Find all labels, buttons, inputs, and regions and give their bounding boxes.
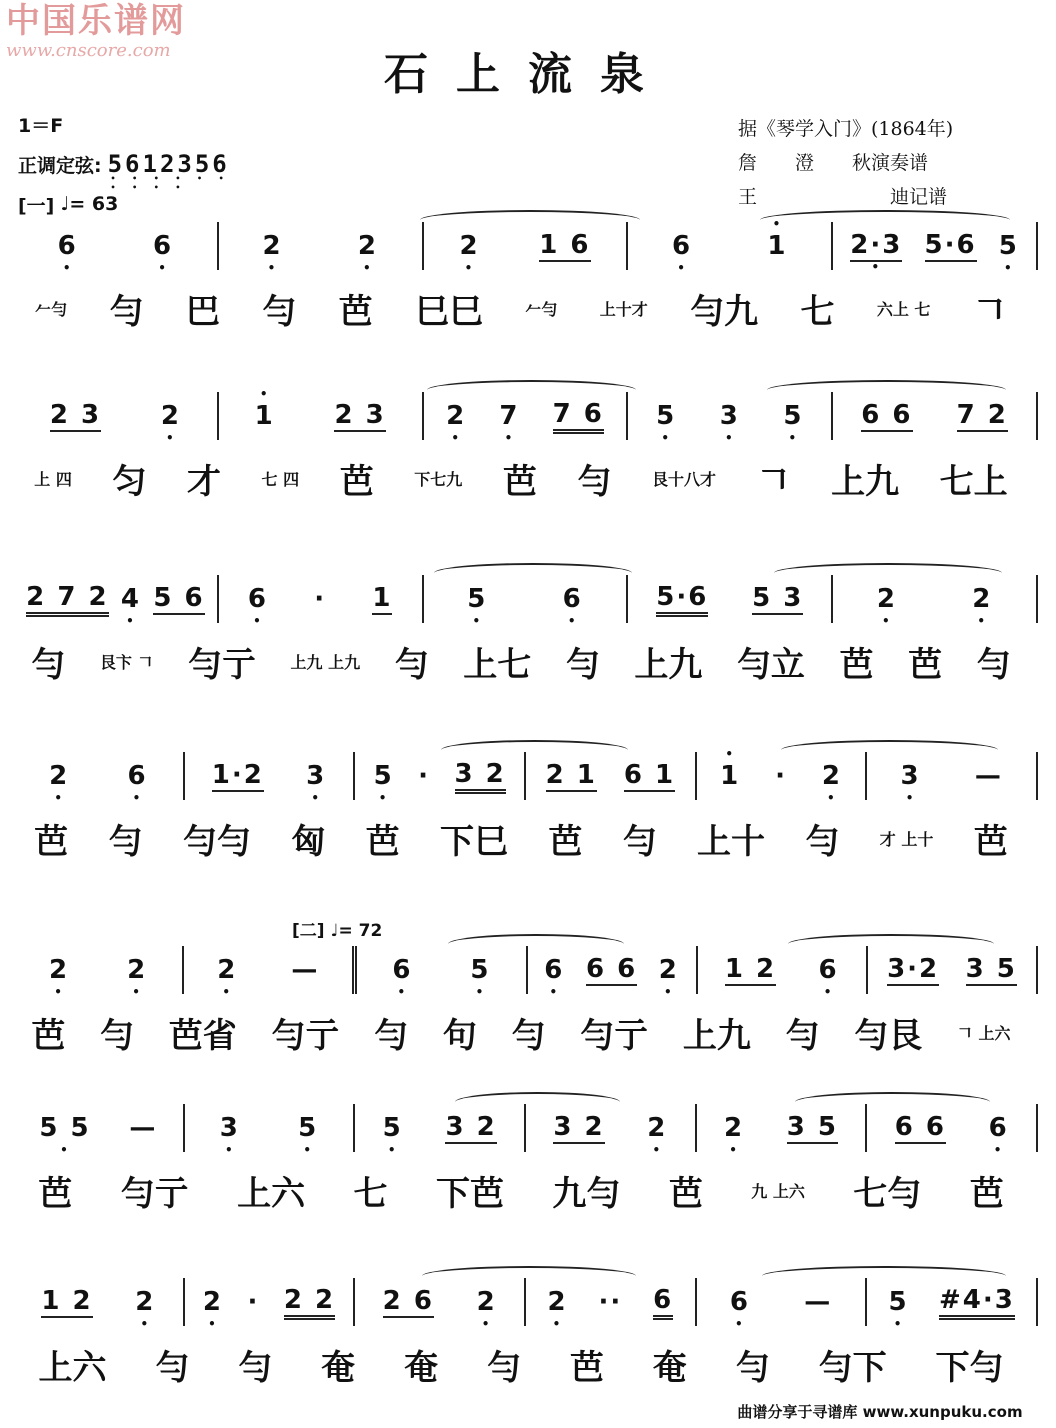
tablature-glyph: 勻 xyxy=(100,1015,135,1056)
jianzipu-row xyxy=(14,1326,1038,1402)
tablature-glyph: 芭 xyxy=(839,644,874,685)
tablature-glyph: 下七九 xyxy=(414,469,463,489)
note: 2 7 2 xyxy=(26,582,108,617)
tablature-glyph: 𠃍 xyxy=(756,461,791,502)
note: 3·2 xyxy=(887,954,940,984)
key-signature xyxy=(18,104,230,144)
tablature-glyph: 勻 xyxy=(735,1347,770,1388)
note: 3 5 xyxy=(786,1112,839,1142)
note: 2 • xyxy=(659,955,679,985)
note: 2 • xyxy=(135,1287,155,1317)
footer-credit: 曲谱分享于寻谱库 www.xunpuku.com xyxy=(704,1394,1056,1428)
tablature-glyph: 勻 xyxy=(486,1347,521,1388)
note: — xyxy=(129,1113,158,1143)
note: — xyxy=(804,1287,833,1317)
note: 2 • xyxy=(547,1287,567,1317)
note: #4·3 xyxy=(939,1285,1015,1320)
note: 6 6 xyxy=(861,400,913,430)
tablature-glyph: 上九 xyxy=(831,461,900,502)
tablature-glyph: 𠂉勻 xyxy=(35,299,68,319)
tablature-glyph: 𠃍 xyxy=(972,291,1007,332)
score-line xyxy=(14,392,1038,516)
slur-arc xyxy=(441,740,628,760)
score-line xyxy=(14,1278,1038,1402)
note: 1 2 xyxy=(41,1286,93,1316)
measure xyxy=(185,1278,356,1326)
tablature-glyph: 巳巳 xyxy=(414,291,483,332)
note: 7 2 xyxy=(956,400,1008,430)
note: 5 • xyxy=(374,761,394,791)
tablature-glyph: 芭 xyxy=(34,821,69,862)
note: 5 3 xyxy=(752,583,804,613)
tablature-glyph: 勻亍 xyxy=(580,1015,649,1056)
tablature-glyph: 芭 xyxy=(38,1173,73,1214)
tablature-glyph: 勻 xyxy=(976,644,1011,685)
note: 5 • xyxy=(889,1287,909,1317)
tablature-glyph: 勻 xyxy=(805,821,840,862)
tablature-glyph: 下巳 xyxy=(439,821,508,862)
note: 6 • xyxy=(58,231,78,261)
tablature-glyph: 奄 xyxy=(321,1347,356,1388)
tablature-glyph: 芭 xyxy=(569,1347,604,1388)
slur-arc xyxy=(434,563,632,583)
tablature-glyph: 勻 xyxy=(577,461,612,502)
note: 6 • xyxy=(153,231,173,261)
tablature-glyph: 勻 xyxy=(262,291,297,332)
note: 3 • xyxy=(720,401,740,431)
note: 2 • xyxy=(647,1113,667,1143)
note: 6 • xyxy=(544,955,564,985)
tablature-glyph: 上七 xyxy=(463,644,532,685)
measure xyxy=(184,946,357,994)
note: 2 • xyxy=(477,1287,497,1317)
note: 3 2 xyxy=(553,1112,605,1142)
note: 5·6 xyxy=(656,582,708,617)
note: 1 2 xyxy=(724,954,777,984)
tablature-glyph: 勻 xyxy=(109,291,144,332)
tablature-glyph: 上九 xyxy=(682,1015,751,1056)
slur-arc xyxy=(767,380,1006,400)
tablature-glyph: 勻 xyxy=(108,821,143,862)
note: 2 3 xyxy=(334,400,386,430)
note: 6 • xyxy=(392,955,412,985)
note: 3 • xyxy=(306,761,326,791)
tablature-glyph: 匈 xyxy=(291,821,326,862)
measure xyxy=(14,1104,185,1152)
note: 6 1 xyxy=(623,760,676,790)
tablature-glyph: 勻 xyxy=(238,1347,273,1388)
score-line xyxy=(14,575,1038,699)
slur-arc xyxy=(774,563,1002,583)
note: 2 • xyxy=(262,231,282,261)
watermark-site-url: www.cnscore.com xyxy=(6,40,171,61)
note: 5·6 xyxy=(924,230,977,260)
watermark-site-name: 中国乐谱网 xyxy=(6,1,186,41)
note: • 1 xyxy=(767,231,787,261)
tablature-glyph: 七 四 xyxy=(261,469,300,489)
jianzipu-row xyxy=(14,800,1038,876)
note: 5 • xyxy=(999,231,1019,261)
note: 3 • xyxy=(901,761,921,791)
tablature-glyph: 勻立 xyxy=(736,644,805,685)
tablature-glyph: 勻 xyxy=(31,644,66,685)
tablature-glyph: 勻九 xyxy=(690,291,759,332)
tablature-glyph: 芭 xyxy=(973,821,1008,862)
tablature-glyph: 芭 xyxy=(31,1015,66,1056)
tablature-glyph: 才 xyxy=(186,461,221,502)
score-line xyxy=(14,222,1038,346)
note: 5 • xyxy=(783,401,803,431)
tablature-glyph: 𠃍 上六 xyxy=(956,1023,1011,1043)
jianzipu-row xyxy=(14,623,1038,699)
tablature-glyph: 奄 xyxy=(652,1347,687,1388)
measure xyxy=(219,392,424,440)
note: 2 • xyxy=(49,761,69,791)
note: · xyxy=(314,584,327,614)
measure xyxy=(14,1278,185,1326)
note: 6 • xyxy=(819,955,839,985)
jianzipu-row xyxy=(14,440,1038,516)
note: ·· xyxy=(598,1287,623,1317)
note: 3 2 xyxy=(455,759,506,794)
note: 2 • xyxy=(161,401,181,431)
note: 2 • xyxy=(49,955,69,985)
tablature-glyph: 匀 xyxy=(112,461,147,502)
note: 2 • xyxy=(877,584,897,614)
note: 2 • xyxy=(972,584,992,614)
note: 5 5 • xyxy=(39,1113,90,1143)
note: 6 • xyxy=(248,584,268,614)
measure xyxy=(185,752,356,800)
tablature-glyph: 六上 七 xyxy=(876,299,931,319)
note: 3 • xyxy=(220,1113,240,1143)
tablature-glyph: 七 xyxy=(353,1173,388,1214)
tablature-glyph: 上六 xyxy=(38,1347,107,1388)
tablature-glyph: 九 上六 xyxy=(751,1181,805,1201)
note: 1 xyxy=(372,583,393,613)
tuning-notes: 5612356 • • • xyxy=(108,150,230,178)
note: 2 • xyxy=(446,401,466,431)
tablature-glyph: 勻 xyxy=(785,1015,820,1056)
tablature-glyph: 勻亍 xyxy=(120,1173,189,1214)
note: 2 • xyxy=(459,231,479,261)
note: 3 2 xyxy=(445,1112,497,1142)
note: 6 • xyxy=(989,1113,1009,1143)
note: 2 6 xyxy=(382,1286,434,1316)
performer-credit: 詹 澄 秋演奏谱 xyxy=(738,152,929,174)
jianzipu-row xyxy=(14,1152,1038,1228)
tablature-glyph: 下芭 xyxy=(435,1173,504,1214)
score-line xyxy=(14,946,1038,1070)
note: · xyxy=(775,761,787,791)
note: 2 • xyxy=(724,1113,744,1143)
tablature-glyph: 上九 上九 xyxy=(290,652,361,672)
jianzipu-row xyxy=(14,270,1038,346)
measure xyxy=(14,575,219,623)
note: 2 • xyxy=(358,231,378,261)
tablature-glyph: 七上 xyxy=(939,461,1008,502)
measure xyxy=(185,1104,356,1152)
note: • 1 xyxy=(255,401,275,431)
note: • 1 xyxy=(720,761,740,791)
slur-arc xyxy=(781,740,998,760)
note: 7 • xyxy=(499,401,519,431)
note: 2 3 xyxy=(49,400,102,430)
slur-arc xyxy=(760,210,1010,230)
note: 6 • xyxy=(127,761,147,791)
note: 6 • xyxy=(730,1287,750,1317)
note: 2 • xyxy=(203,1287,223,1317)
slur-arc xyxy=(795,1092,990,1112)
slur-arc xyxy=(762,1266,1006,1286)
section-two-tempo: ♩= 72 xyxy=(330,921,383,941)
tablature-glyph: 芭 xyxy=(502,461,537,502)
note: 7 6 xyxy=(553,399,604,434)
tablature-glyph: 艮十八才 xyxy=(651,469,716,489)
section-one-tempo: ♩= 63 xyxy=(60,193,119,215)
tablature-glyph: 上六 xyxy=(237,1173,306,1214)
tablature-glyph: 巴 xyxy=(185,291,220,332)
measure xyxy=(219,222,424,270)
tablature-glyph: 勻 xyxy=(394,644,429,685)
tablature-glyph: 勻 xyxy=(511,1015,546,1056)
source-reference: 据《琴学入门》(1864年) xyxy=(738,118,954,140)
tablature-glyph: 勻 xyxy=(374,1015,409,1056)
slur-arc xyxy=(455,1092,620,1112)
note: 2 • xyxy=(822,761,842,791)
tablature-glyph: 勻勻 xyxy=(182,821,251,862)
slur-arc xyxy=(422,1266,636,1286)
section-two-header xyxy=(292,916,382,941)
score-line xyxy=(14,1104,1038,1228)
tablature-glyph: 𠂉勻 xyxy=(525,299,558,319)
transcriber-credit: 王 迪记谱 xyxy=(738,186,948,208)
key-label: 1＝F xyxy=(18,114,64,137)
note: — xyxy=(291,955,320,985)
note: 5 • xyxy=(298,1113,318,1143)
note: 5 6 xyxy=(153,583,205,613)
note: 5 • xyxy=(470,955,490,985)
tablature-glyph: 奄 xyxy=(404,1347,439,1388)
score-meta-right xyxy=(738,112,1028,214)
tablature-glyph: 上十 xyxy=(697,821,766,862)
note: 2·3 • xyxy=(850,230,902,262)
tablature-glyph: 上九 xyxy=(634,644,703,685)
note: 4 • xyxy=(121,584,141,614)
tablature-glyph: 勻下 xyxy=(818,1347,887,1388)
note: 2 2 xyxy=(284,1285,335,1320)
tablature-glyph: 勻 xyxy=(155,1347,190,1388)
section-one-label: [一] xyxy=(18,194,55,217)
note: 6 • xyxy=(563,584,583,614)
tablature-glyph: 芭 xyxy=(668,1173,703,1214)
tablature-glyph: 芭 xyxy=(908,644,943,685)
tablature-glyph: 勻艮 xyxy=(854,1015,923,1056)
note: 1 6 xyxy=(539,230,591,260)
tablature-glyph: 句 xyxy=(442,1015,477,1056)
note: 1·2 xyxy=(211,760,264,790)
measure xyxy=(14,222,219,270)
section-two-label: [二] xyxy=(292,921,325,941)
tablature-glyph: 芭 xyxy=(338,291,373,332)
measure xyxy=(14,946,184,994)
note: 2 • xyxy=(217,955,237,985)
tablature-glyph: 勻 xyxy=(622,821,657,862)
tablature-glyph: 芭 xyxy=(339,461,374,502)
note: · xyxy=(247,1287,260,1317)
measure xyxy=(14,392,219,440)
note: 3 5 xyxy=(965,954,1017,984)
score-meta-left xyxy=(18,104,230,224)
slur-arc xyxy=(448,934,624,954)
note: 5 • xyxy=(383,1113,403,1143)
note: 5 • xyxy=(467,584,487,614)
note: 2 1 xyxy=(545,760,597,790)
note: 6 6 xyxy=(894,1112,946,1142)
score-title: 石上流泉 xyxy=(384,49,672,100)
note: 6 6 xyxy=(585,954,638,984)
tablature-glyph: 勻亍 xyxy=(271,1015,340,1056)
tablature-glyph: 芭省 xyxy=(168,1015,237,1056)
measure xyxy=(219,575,424,623)
slur-arc xyxy=(427,380,636,400)
tuning-row xyxy=(18,144,230,184)
jianzipu-row xyxy=(14,994,1038,1070)
score-line xyxy=(14,752,1038,876)
note: 6 xyxy=(653,1285,673,1320)
measure xyxy=(14,752,185,800)
slur-arc xyxy=(420,210,640,230)
tablature-glyph: 芭 xyxy=(969,1173,1004,1214)
tablature-glyph: 上 四 xyxy=(34,469,72,489)
tablature-glyph: 下勻 xyxy=(935,1347,1004,1388)
note: 2 • xyxy=(127,955,147,985)
tablature-glyph: 艮卞 𠃍 xyxy=(99,652,154,672)
tablature-glyph: 芭 xyxy=(365,821,400,862)
tablature-glyph: 才 上十 xyxy=(879,829,934,849)
tuning-label: 正调定弦: xyxy=(18,154,102,177)
tablature-glyph: 七 xyxy=(800,291,835,332)
note: 5 • xyxy=(656,401,676,431)
tablature-glyph: 上十才 xyxy=(599,299,648,319)
tablature-glyph: 勻亍 xyxy=(187,644,256,685)
tablature-glyph: 九勻 xyxy=(552,1173,621,1214)
tablature-glyph: 勻 xyxy=(565,644,600,685)
tablature-glyph: 芭 xyxy=(548,821,583,862)
slur-arc xyxy=(788,934,994,954)
note: · xyxy=(418,761,431,791)
tablature-glyph: 七勻 xyxy=(853,1173,922,1214)
note: — xyxy=(974,761,1003,791)
note: 6 • xyxy=(672,231,692,261)
